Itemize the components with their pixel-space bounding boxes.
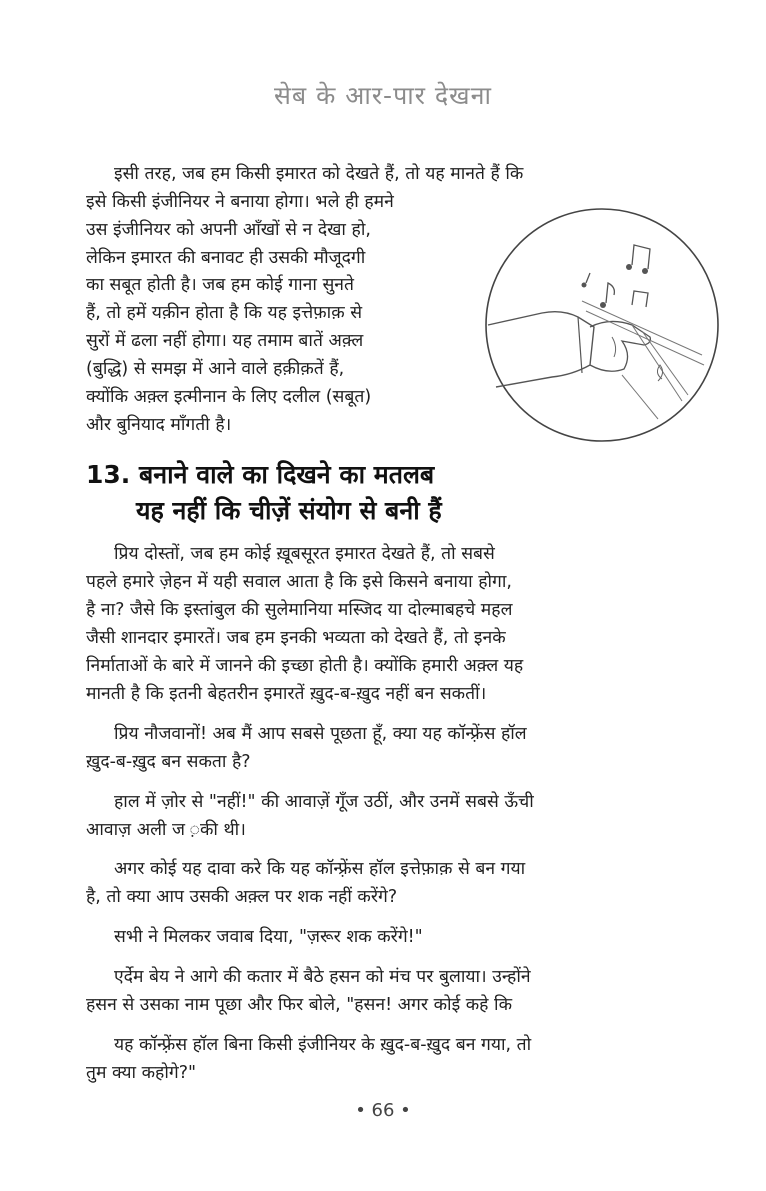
intro-line: लेकिन इमारत की बनावट ही उसकी मौजूदगी [86,248,366,268]
body-line: ख़ुद-ब-ख़ुद बन सकता है? [86,752,251,772]
intro-line: का सबूत होती है। जब हम कोई गाना सुनते [86,275,354,295]
body-line: यह कॉन्फ़्रेंस हॉल बिना किसी इंजीनियर के ख़ुद-ब-ख़ुद बन गया, तो [114,1035,532,1055]
body-line: तुम क्या कहोगे?" [86,1063,197,1083]
intro-line: और बुनियाद माँगती है। [86,415,232,435]
intro-line: इसे किसी इंजीनियर ने बनाया होगा। भले ही हमने [86,192,394,212]
intro-line: सुरों में ढला नहीं होगा। यह तमाम बातें अक़्ल [86,331,364,351]
page-number: • 66 • [355,1100,411,1121]
body-line: जैसी शानदार इमारतें। जब हम इनकी भव्यता को देखते हैं, तो इनके [86,628,506,648]
running-head: सेब के आर-पार देखना [274,81,492,110]
body-line: एर्देम बेय ने आगे की कतार में बैठे हसन को मंच पर बुलाया। उन्होंने [114,967,531,987]
intro-line: उस इंजीनियर को अपनी आँखों से न देखा हो, [86,220,371,240]
body-line: अगर कोई यह दावा करे कि यह कॉन्फ़्रेंस हॉल इत्तेफ़ाक़ से बन गया [114,859,526,879]
body-line: निर्माताओं के बारे में जानने की इच्छा होती है। क्योंकि हमारी अक़्ल यह [86,656,524,676]
section-heading: 13. बनाने वाले का दिखने का मतलब [86,460,435,489]
body-line: है, तो क्या आप उसकी अक़्ल पर शक नहीं करेंगे? [86,887,398,907]
body-line: हसन से उसका नाम पूछा और फिर बोले, "हसन! अगर कोई कहे कि [86,995,513,1015]
body-line: प्रिय नौजवानों! अब मैं आप सबसे पूछता हूँ, क्या यह कॉन्फ़्रेंस हॉल [114,724,527,744]
body-line: सभी ने मिलकर जवाब दिया, "ज़रूर शक करेंगे!" [114,927,423,947]
body-line: मानती है कि इतनी बेहतरीन इमारतें ख़ुद-ब-ख़ुद नहीं बन सकतीं। [86,684,487,704]
body-line: पहले हमारे ज़ेहन में यही सवाल आता है कि इसे किसने बनाया होगा, [86,572,512,592]
piano-hand-illustration [482,205,722,445]
body-line: प्रिय दोस्तों, जब हम कोई ख़ूबसूरत इमारत देखते हैं, तो सबसे [114,544,495,564]
section-heading: यह नहीं कि चीज़ें संयोग से बनी हैं [136,496,442,525]
body-line: है ना? जैसे कि इस्तांबुल की सुलेमानिया मस्जिद या दोल्माबहचे महल [86,600,513,620]
body-line: आवाज़ अली ज ़की थी। [86,820,246,840]
intro-line: हैं, तो हमें यक़ीन होता है कि यह इत्तेफ़ाक़ से [86,303,363,323]
intro-line: क्योंकि अक़्ल इत्मीनान के लिए दलील (सबूत) [86,387,372,407]
intro-line: (बुद्धि) से समझ में आने वाले हक़ीक़तें हैं, [86,359,345,379]
intro-line: इसी तरह, जब हम किसी इमारत को देखते हैं, तो यह मानते हैं कि [114,164,524,184]
body-line: हाल में ज़ोर से "नहीं!" की आवाज़ें गूँज उठीं, और उनमें सबसे ऊँची [114,792,534,812]
